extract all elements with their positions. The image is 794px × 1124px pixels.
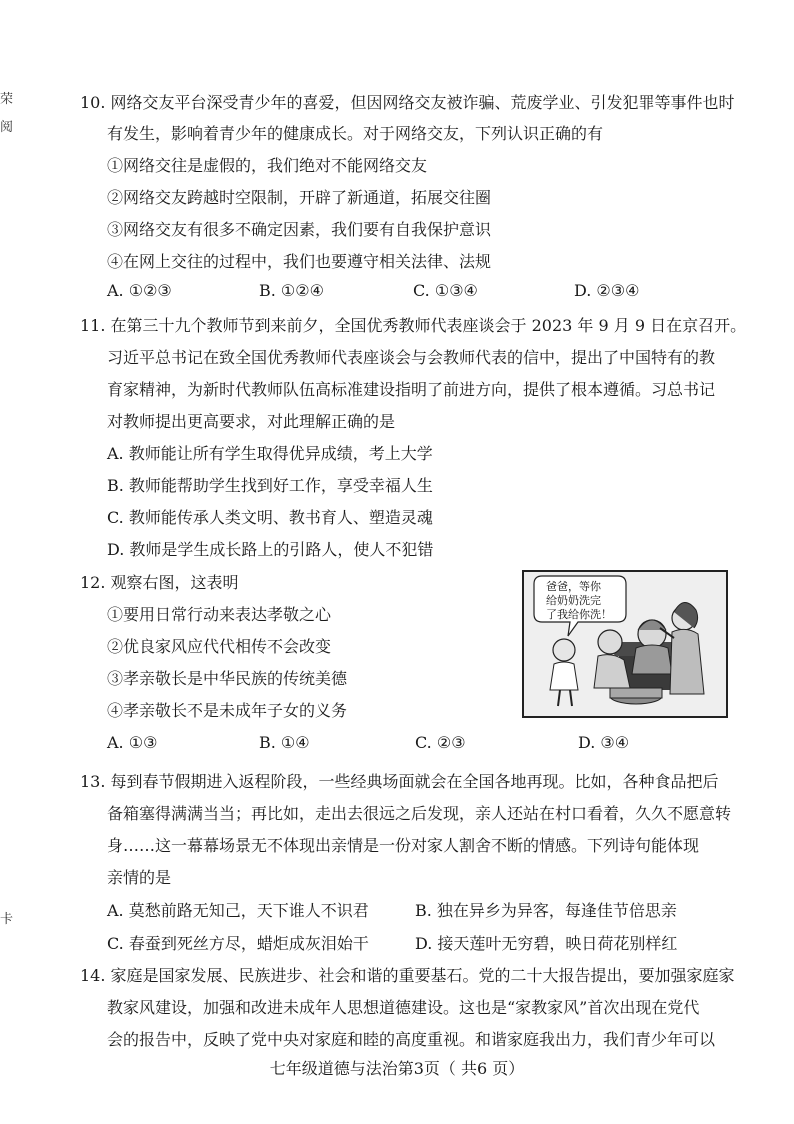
cartoon-illustration	[522, 570, 728, 718]
question-stem: 备箱塞得满满当当；再比如，走出去很远之后发现，亲人还站在村口看着，久久不愿意转	[107, 804, 732, 823]
question-stem: 育家精神，为新时代教师队伍高标准建设指明了前进方向，提供了根本遵循。习总书记	[107, 380, 716, 399]
option-a: A. ①②③	[107, 281, 172, 300]
statement: ②网络交友跨越时空限制，开辟了新通道，拓展交往圈	[107, 188, 492, 207]
option-b: B. 教师能帮助学生找到好工作，享受幸福人生	[107, 476, 433, 495]
cartoon-drawing	[524, 572, 726, 716]
question-stem: 13. 每到春节假期进入返程阶段，一些经典场面就会在全国各地再现。比如，各种食品把后	[80, 772, 719, 791]
option-b: B. ①④	[259, 733, 310, 752]
margin-fragment: 荣	[0, 92, 14, 107]
statement: ④孝亲敬长不是未成年子女的义务	[107, 701, 348, 720]
question-stem: 14. 家庭是国家发展、民族进步、社会和谐的重要基石。党的二十大报告提出，要加强家庭家	[80, 966, 735, 985]
question-stem: 12. 观察右图，这表明	[80, 573, 239, 592]
option-d: D. ②③④	[574, 281, 640, 300]
question-stem: 亲情的是	[107, 868, 172, 887]
statement: ③孝亲敬长是中华民族的传统美德	[107, 669, 348, 688]
statement: ②优良家风应代代相传不会改变	[107, 637, 332, 656]
question-stem: 有发生，影响着青少年的健康成长。对于网络交友，下列认识正确的有	[107, 124, 604, 143]
statement: ①要用日常行动来表达孝敬之心	[107, 605, 332, 624]
question-stem: 11. 在第三十九个教师节到来前夕，全国优秀教师代表座谈会于 2023 年 9 月 9 日在京召开。	[80, 316, 747, 335]
statement: ①网络交往是虚假的，我们绝对不能网络交友	[107, 156, 428, 175]
option-a: A. 莫愁前路无知己，天下谁人不识君	[107, 901, 369, 920]
option-a: A. ①③	[107, 733, 158, 752]
option-b: B. 独在异乡为异客，每逢佳节倍思亲	[415, 901, 677, 920]
question-stem: 习近平总书记在致全国优秀教师代表座谈会与会教师代表的信中，提出了中国特有的教	[107, 348, 716, 367]
question-stem: 会的报告中，反映了党中央对家庭和睦的高度重视。和谐家庭我出力，我们青少年可以	[107, 1030, 716, 1049]
speech-bubble-text: 了我给你洗！	[546, 608, 612, 621]
page-footer: 七年级道德与法治第3页（ 共6 页）	[269, 1059, 525, 1078]
question-stem: 身……这一幕幕场景无不体现出亲情是一份对家人割舍不断的情感。下列诗句能体现	[107, 836, 700, 855]
option-a: A. 教师能让所有学生取得优异成绩，考上大学	[107, 444, 433, 463]
option-d: D. ③④	[578, 733, 630, 752]
option-c: C. 春蚕到死丝方尽，蜡炬成灰泪始干	[107, 934, 369, 953]
statement: ③网络交友有很多不确定因素，我们要有自我保护意识	[107, 220, 492, 239]
margin-fragment: 卡	[0, 912, 14, 927]
question-stem: 对教师提出更高要求，对此理解正确的是	[107, 412, 396, 431]
speech-bubble-text: 爸爸，等你	[546, 580, 601, 593]
option-c: C. ②③	[415, 733, 466, 752]
statement: ④在网上交往的过程中，我们也要遵守相关法律、法规	[107, 252, 492, 271]
question-stem: 教家风建设，加强和改进未成年人思想道德建设。这也是“家教家风”首次出现在党代	[107, 998, 700, 1017]
option-b: B. ①②④	[259, 281, 324, 300]
option-d: D. 教师是学生成长路上的引路人，使人不犯错	[107, 540, 434, 559]
question-stem: 10. 网络交友平台深受青少年的喜爱，但因网络交友被诈骗、荒废学业、引发犯罪等事件也时	[80, 93, 735, 112]
speech-bubble-text: 给奶奶洗完	[546, 594, 601, 607]
margin-fragment: 阅	[0, 120, 14, 135]
option-c: C. 教师能传承人类文明、教书育人、塑造灵魂	[107, 508, 433, 527]
option-d: D. 接天莲叶无穷碧，映日荷花别样红	[415, 934, 678, 953]
option-c: C. ①③④	[413, 281, 478, 300]
